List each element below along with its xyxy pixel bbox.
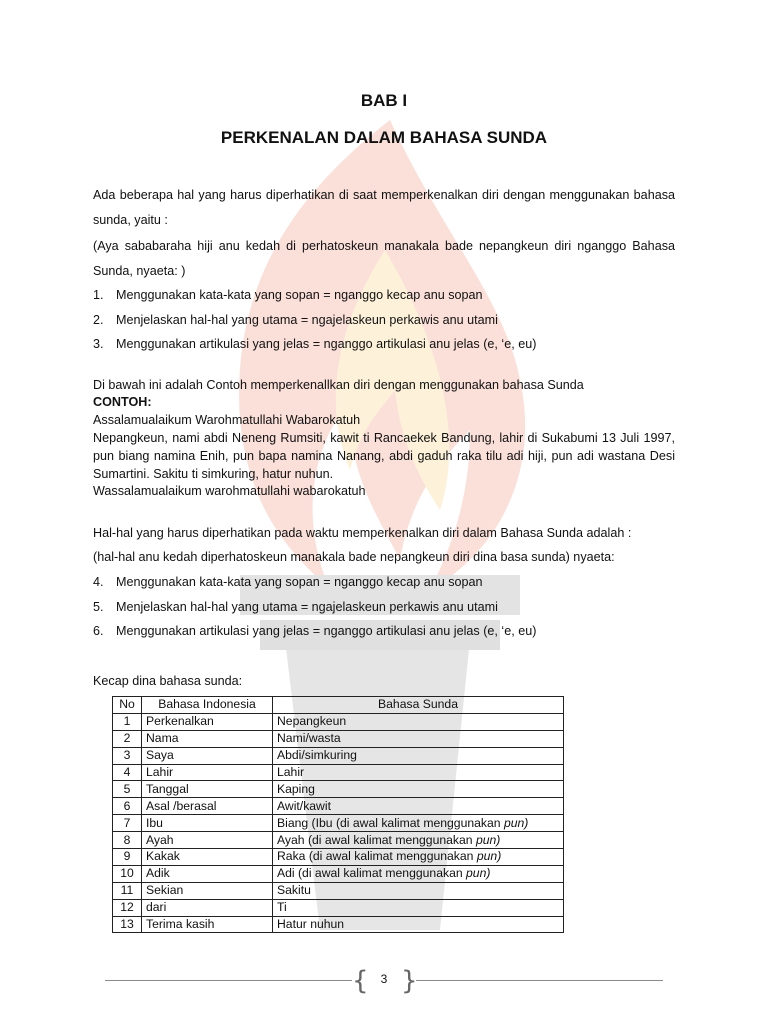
table-row xyxy=(113,916,564,933)
cell-sunda xyxy=(273,713,564,730)
cell-no: 5 xyxy=(113,781,142,798)
table-row xyxy=(113,865,564,882)
cell-sunda-emphasis: pun) xyxy=(503,815,529,830)
cell-no: 4 xyxy=(113,764,142,781)
section2-line-1: Hal-hal yang harus diperhatikan pada waktu memperkenalkan diri dalam Bahasa Sunda adalah : xyxy=(93,526,632,540)
cell-sunda-emphasis: pun) xyxy=(476,849,502,864)
cell-sunda xyxy=(273,730,564,747)
table-row xyxy=(113,882,564,899)
cell-sunda-text: Hatur nuhun xyxy=(277,917,345,932)
list-text: Menggunakan kata-kata yang sopan = nganggo kecap anu sopan xyxy=(116,288,483,302)
table-row xyxy=(113,832,564,849)
cell-sunda-text: Nepangkeun xyxy=(277,714,347,729)
intro-line-3: (Aya sababaraha hiji anu kedah di perhatoskeun manakala bade nepangkeun diri nganggo Bahasa xyxy=(93,239,675,253)
cell-sunda-text: Sakitu xyxy=(277,883,311,898)
cell-no: 1 xyxy=(113,713,142,730)
cell-no: 13 xyxy=(113,916,142,933)
list-number: 5. xyxy=(93,600,104,614)
cell-indonesia: Kakak xyxy=(142,849,273,866)
list-item xyxy=(93,622,675,640)
intro-line-1: Ada beberapa hal yang harus diperhatikan di saat memperkenalkan diri dengan menggunakan bahasa xyxy=(93,188,675,202)
cell-indonesia: Asal /berasal xyxy=(142,798,273,815)
cell-no: 10 xyxy=(113,865,142,882)
cell-sunda xyxy=(273,764,564,781)
cell-indonesia: Adik xyxy=(142,865,273,882)
cell-sunda xyxy=(273,798,564,815)
list-item xyxy=(93,598,675,616)
list-item xyxy=(93,286,675,304)
list-number: 4. xyxy=(93,575,104,589)
list-number: 3. xyxy=(93,337,104,351)
table-row xyxy=(113,747,564,764)
column-header-no: No xyxy=(113,697,142,714)
list-text: Menjelaskan hal-hal yang utama = ngajelaskeun perkawis anu utami xyxy=(116,600,498,614)
cell-sunda xyxy=(273,747,564,764)
list-number: 6. xyxy=(93,624,104,638)
cell-sunda-text: Ayah (di awal kalimat menggunakan xyxy=(277,832,476,847)
intro-line-4: Sunda, nyaeta: ) xyxy=(93,264,186,278)
cell-indonesia: Tanggal xyxy=(142,781,273,798)
table-row xyxy=(113,730,564,747)
cell-sunda xyxy=(273,832,564,849)
list-item xyxy=(93,573,675,591)
table-row xyxy=(113,713,564,730)
cell-sunda xyxy=(273,865,564,882)
table-row xyxy=(113,815,564,832)
cell-no: 7 xyxy=(113,815,142,832)
cell-indonesia: Sekian xyxy=(142,882,273,899)
table-row xyxy=(113,899,564,916)
cell-no: 3 xyxy=(113,747,142,764)
page-number: 3 xyxy=(380,972,388,986)
list-text: Menggunakan kata-kata yang sopan = nganggo kecap anu sopan xyxy=(116,575,483,589)
cell-sunda-emphasis: pun) xyxy=(475,832,501,847)
cell-sunda xyxy=(273,899,564,916)
list-item xyxy=(93,311,675,329)
example-body-line-1: Nepangkeun, nami abdi Neneng Rumsiti, kawit ti Rancaekek Bandung, lahir di Sukabumi 13 Juli 1997, xyxy=(93,431,675,445)
column-header-bahasa-sunda: Bahasa Sunda xyxy=(273,697,564,714)
cell-sunda-text: Ti xyxy=(277,900,287,915)
column-header-bahasa-indonesia: Bahasa Indonesia xyxy=(142,697,273,714)
cell-no: 9 xyxy=(113,849,142,866)
list-text: Menjelaskan hal-hal yang utama = ngajelaskeun perkawis anu utami xyxy=(116,313,498,327)
cell-sunda xyxy=(273,781,564,798)
cell-sunda-emphasis: pun) xyxy=(466,866,491,881)
example-closing: Wassalamualaikum warohmatullahi wabarokatuh xyxy=(93,484,366,498)
table-header-row xyxy=(113,697,564,714)
cell-indonesia: Terima kasih xyxy=(142,916,273,933)
cell-sunda-text: Raka (di awal kalimat menggunakan xyxy=(277,849,477,864)
cell-sunda-text: Biang (Ibu (di awal kalimat menggunakan xyxy=(277,815,504,830)
cell-sunda-text: Kaping xyxy=(277,781,315,796)
table-row xyxy=(113,781,564,798)
cell-no: 8 xyxy=(113,832,142,849)
page-title: PERKENALAN DALAM BAHASA SUNDA xyxy=(220,128,548,147)
table-row xyxy=(113,764,564,781)
list-text: Menggunakan artikulasi yang jelas = nganggo artikulasi anu jelas (e, ‘e, eu) xyxy=(116,624,537,638)
cell-no: 6 xyxy=(113,798,142,815)
example-body-line-3: Sumartini. Sakitu ti simkuring, hatur nuhun. xyxy=(93,467,334,481)
cell-sunda-text: Lahir xyxy=(277,765,305,779)
section2-line-2: (hal-hal anu kedah diperhatoskeun manakala bade nepangkeun diri dina basa sunda) nyaeta: xyxy=(93,550,615,564)
chapter-heading: BAB I xyxy=(360,91,408,110)
cell-sunda-text: Nami/wasta xyxy=(277,731,341,746)
vocab-table xyxy=(112,696,564,933)
cell-indonesia: Ayah xyxy=(142,832,273,849)
example-heading: CONTOH: xyxy=(93,395,152,409)
left-brace-icon: { xyxy=(352,966,369,996)
list-number: 2. xyxy=(93,313,104,327)
example-intro: Di bawah ini adalah Contoh memperkenallkan diri dengan menggunakan bahasa Sunda xyxy=(93,378,584,392)
cell-indonesia: Ibu xyxy=(142,815,273,832)
cell-sunda xyxy=(273,815,564,832)
list-number: 1. xyxy=(93,288,104,302)
list-text: Menggunakan artikulasi yang jelas = nganggo artikulasi anu jelas (e, ‘e, eu) xyxy=(116,337,537,351)
footer-rule-right xyxy=(416,980,663,981)
intro-line-2: sunda, yaitu : xyxy=(93,213,168,227)
cell-sunda-text: Adi (di awal kalimat menggunakan xyxy=(277,866,467,881)
cell-no: 2 xyxy=(113,730,142,747)
right-brace-icon: } xyxy=(401,966,418,996)
cell-indonesia: Nama xyxy=(142,730,273,747)
cell-sunda xyxy=(273,916,564,933)
cell-indonesia: Saya xyxy=(142,747,273,764)
list-item xyxy=(93,335,675,353)
vocab-caption: Kecap dina bahasa sunda: xyxy=(93,674,243,688)
table-row xyxy=(113,849,564,866)
cell-no: 12 xyxy=(113,899,142,916)
cell-indonesia: dari xyxy=(142,899,273,916)
cell-indonesia: Lahir xyxy=(142,764,273,781)
example-body-line-2: pun biang namina Enih, pun bapa namina Nanang, abdi gaduh raka tilu adi hiji, pun adi wastana Desi xyxy=(93,449,675,463)
cell-sunda-text: Awit/kawit xyxy=(277,798,331,813)
example-greeting: Assalamualaikum Warohmatullahi Wabarokatuh xyxy=(93,413,361,427)
cell-sunda xyxy=(273,882,564,899)
cell-no: 11 xyxy=(113,882,142,899)
cell-sunda xyxy=(273,849,564,866)
table-row xyxy=(113,798,564,815)
footer-rule-left xyxy=(105,980,352,981)
cell-sunda-text: Abdi/simkuring xyxy=(277,748,357,763)
cell-indonesia: Perkenalkan xyxy=(142,713,273,730)
